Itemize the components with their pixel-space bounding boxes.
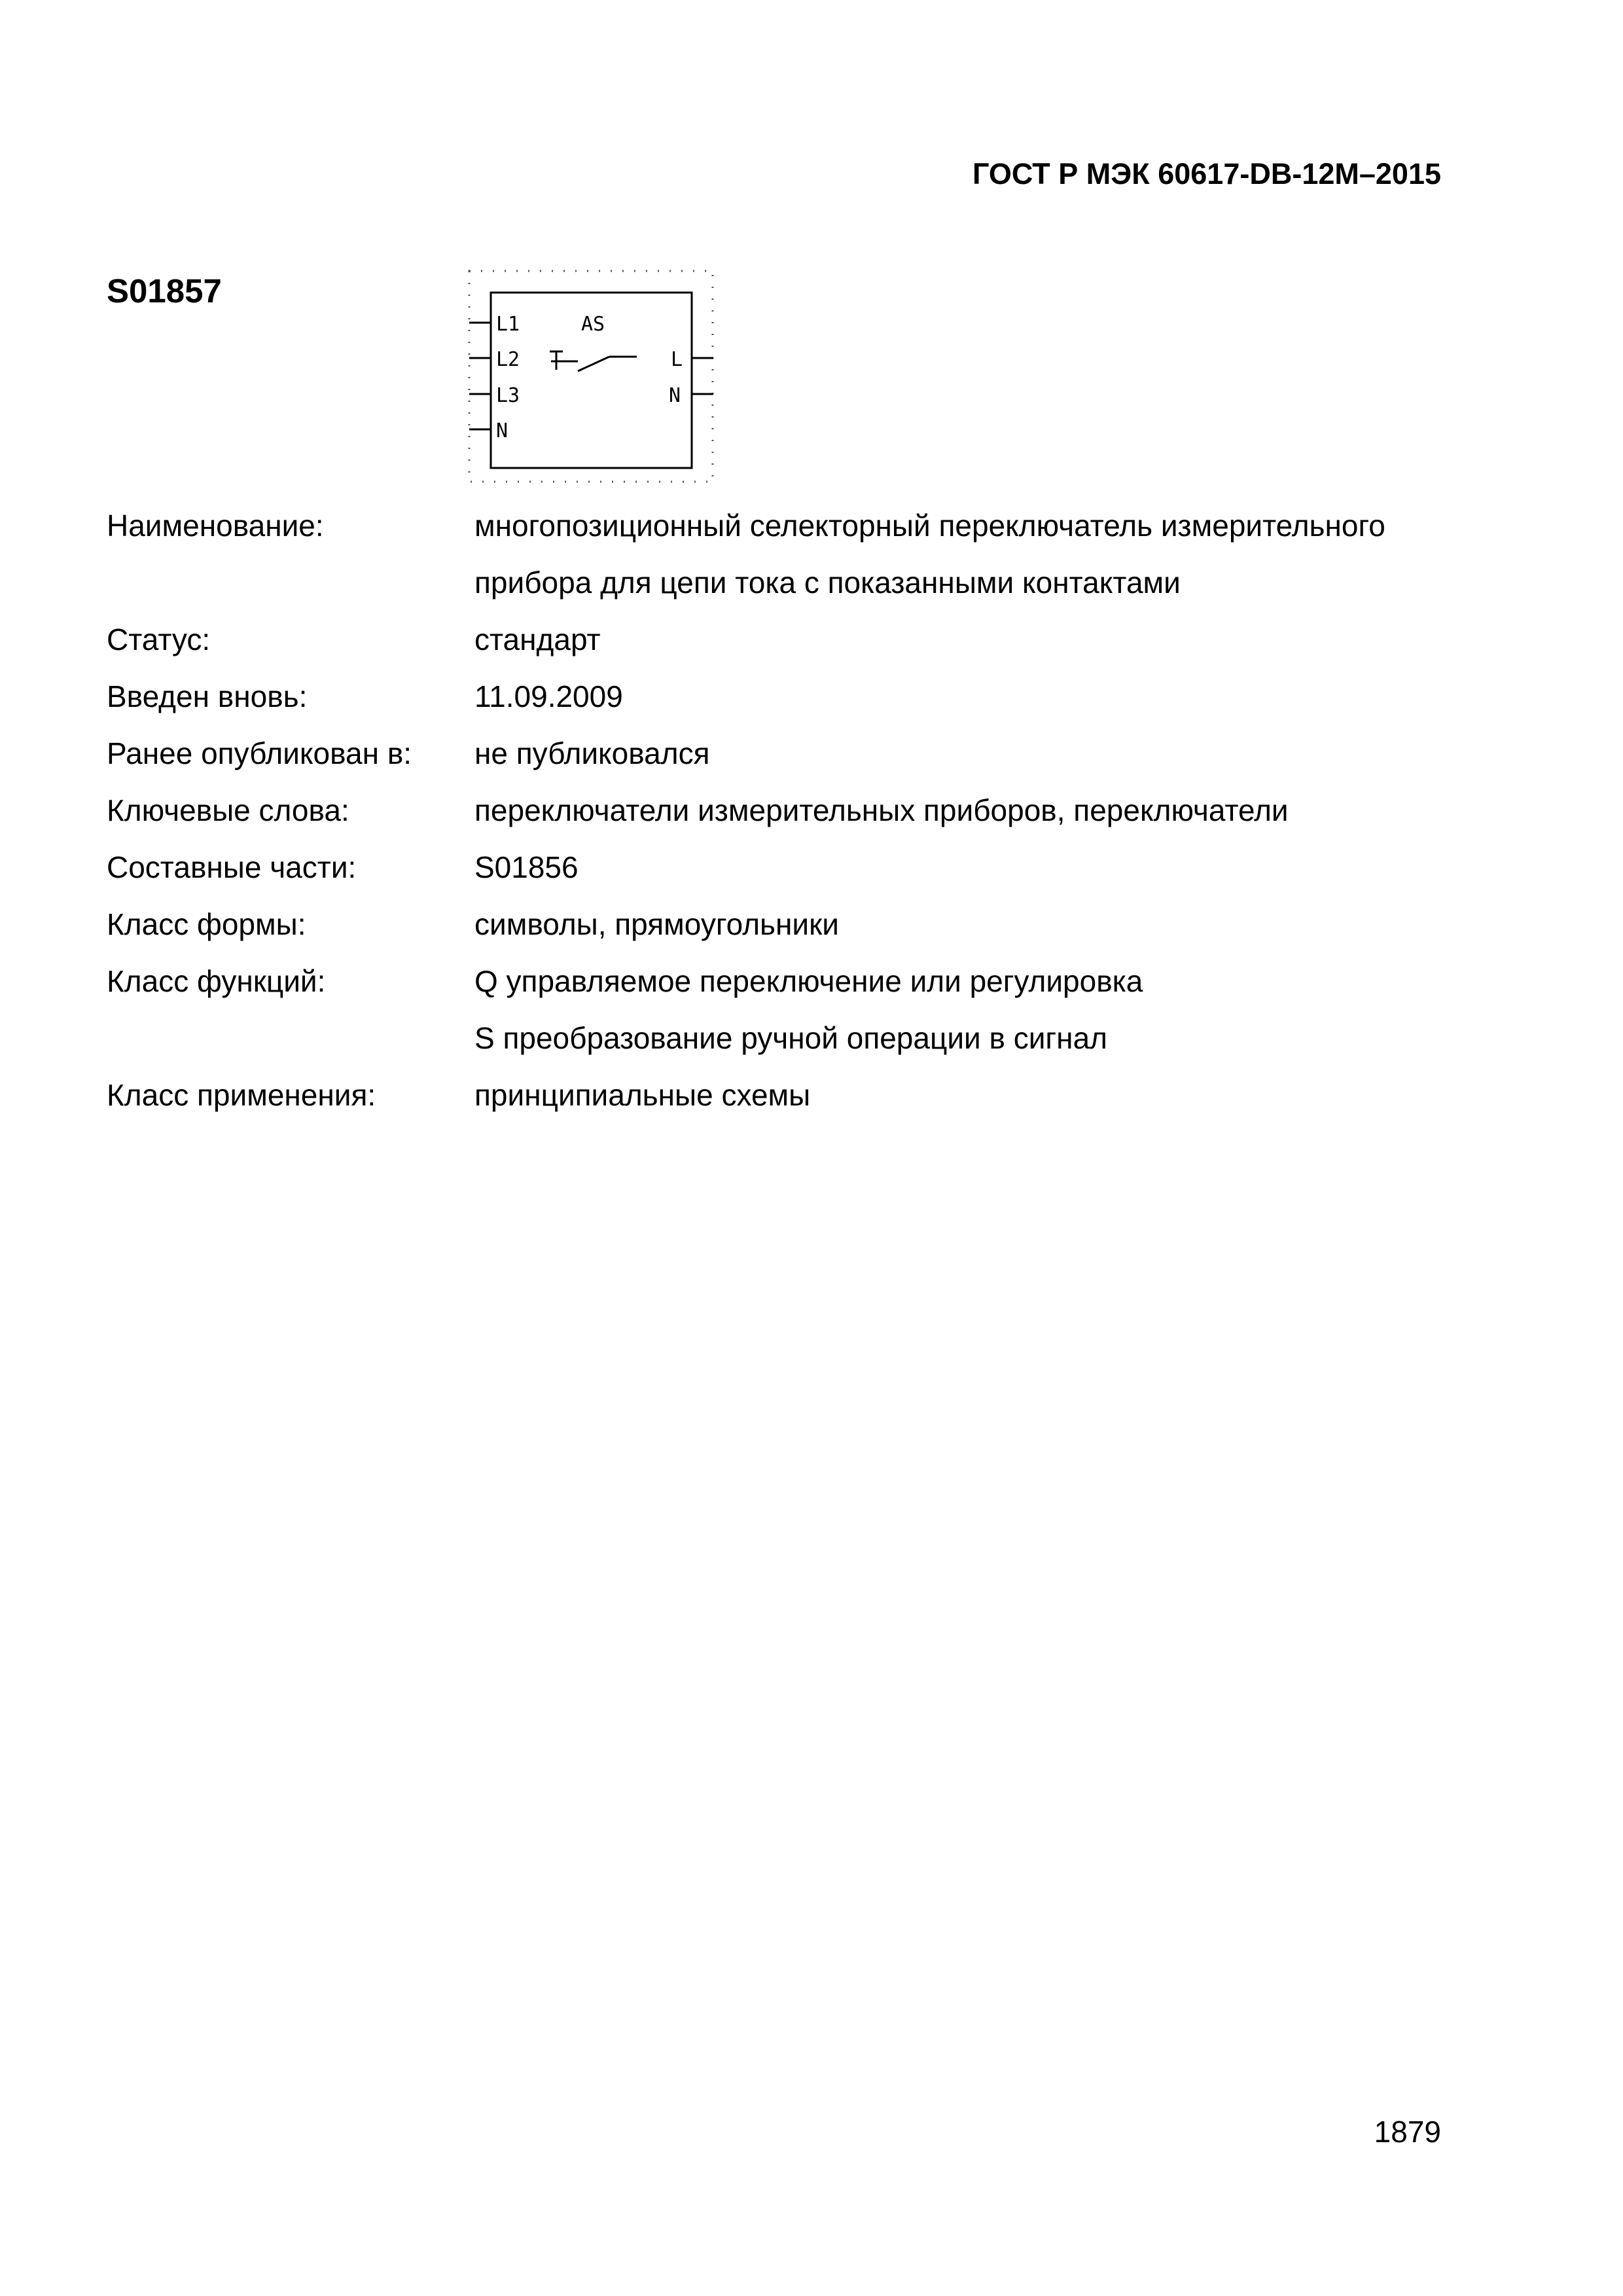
property-value: не публиковался <box>474 736 710 770</box>
property-row-status <box>107 611 1385 668</box>
property-value: S преобразование ручной операции в сигнал <box>474 1021 1108 1055</box>
property-row-name <box>107 497 1385 554</box>
symbol-dotted-frame <box>469 271 713 482</box>
symbol-as-label: AS <box>581 313 605 336</box>
property-row-introduced <box>107 668 1385 725</box>
property-label: Составные части: <box>107 850 357 884</box>
terminal-label-n-right: N <box>669 384 681 407</box>
property-value: многопозиционный селекторный переключатель измерительного <box>474 509 1385 543</box>
terminal-label-n-left: N <box>496 420 508 442</box>
property-row-name-cont <box>107 554 1385 611</box>
property-label: Класс применения: <box>107 1078 376 1112</box>
property-value: прибора для цепи тока с показанными контактами <box>474 565 1181 600</box>
property-row-keywords <box>107 782 1385 839</box>
property-value: символы, прямоугольники <box>474 907 839 941</box>
property-value: принципиальные схемы <box>474 1078 811 1112</box>
terminal-label-l3: L3 <box>496 384 520 407</box>
property-value: переключатели измерительных приборов, переключатели <box>474 793 1289 827</box>
property-row-shape-class <box>107 896 1385 953</box>
property-label <box>107 1010 474 1067</box>
property-label <box>107 554 474 611</box>
property-row-components <box>107 839 1385 896</box>
property-label: Ранее опубликован в: <box>107 736 412 770</box>
property-row-published <box>107 725 1385 782</box>
property-label: Класс функций: <box>107 964 326 998</box>
property-row-application-class <box>107 1067 1385 1124</box>
terminal-label-l1: L1 <box>496 313 520 336</box>
property-value: стандарт <box>474 622 601 656</box>
property-value: 11.09.2009 <box>474 679 623 713</box>
property-label: Класс формы: <box>107 907 306 941</box>
switch-symbol-diagram <box>461 268 723 491</box>
property-row-function-class <box>107 953 1385 1010</box>
terminal-label-l2: L2 <box>496 348 520 371</box>
page-number: 1879 <box>1374 2115 1441 2149</box>
property-label: Наименование: <box>107 509 324 543</box>
switch-contact-blade <box>578 357 609 371</box>
property-label: Статус: <box>107 622 211 656</box>
property-value: Q управляемое переключение или регулировка <box>474 964 1143 998</box>
property-value: S01856 <box>474 850 579 884</box>
terminal-label-l-right: L <box>671 348 683 371</box>
properties-table <box>107 497 1385 1124</box>
standard-header: ГОСТ Р МЭК 60617-DB-12М–2015 <box>972 157 1441 190</box>
property-row-function-class-cont <box>107 1010 1385 1067</box>
symbol-code: S01857 <box>107 272 222 310</box>
property-label: Ключевые слова: <box>107 793 349 827</box>
property-label: Введен вновь: <box>107 679 308 713</box>
